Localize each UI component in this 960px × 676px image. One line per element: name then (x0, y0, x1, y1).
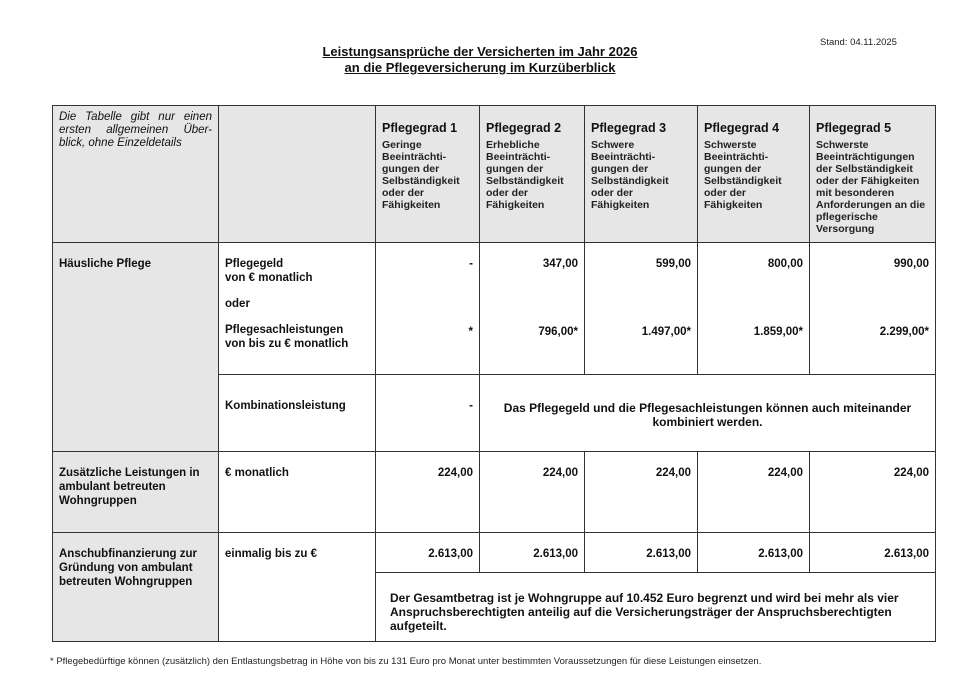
grade-title: Pflegegrad 5 (816, 121, 892, 135)
row-label: Häusliche Pflege (53, 243, 219, 452)
table-row-anschub (53, 533, 936, 573)
grade-title: Pflegegrad 4 (704, 121, 780, 135)
anschub-value: 2.613,00 (810, 533, 936, 573)
sachleistungen-unit: von bis zu € monatlich (225, 338, 349, 350)
anschub-value: 2.613,00 (376, 533, 480, 573)
table-row-haeusliche-pflege (53, 243, 936, 375)
sachleistung-value: 796,00* (538, 326, 578, 338)
grade-title: Pflegegrad 1 (382, 121, 458, 135)
wohngruppen-value: 224,00 (480, 452, 585, 533)
sachleistung-value: 2.299,00* (879, 326, 929, 338)
grade-title: Pflegegrad 3 (591, 121, 667, 135)
page-title (0, 44, 960, 76)
footnote: * Pflegebedürftige können (zusätzlich) den Entlastungsbetrag in Höhe von bis zu 131 Euro pro Monat unter bestimmten Voraussetzungen für diese Leistungen einsetzen. (50, 656, 762, 667)
pflegegeld-sach-label (219, 243, 376, 375)
table-intro-note: Die Tabelle gibt nur einen ersten allgemeinen Über-blick, ohne Einzeldetails (53, 106, 219, 243)
grade-description: Erhebliche Beeinträchti-gungen der Selbständigkeit oder der Fähigkeiten (486, 139, 564, 211)
wohngruppen-value: 224,00 (585, 452, 698, 533)
anschub-value: 2.613,00 (480, 533, 585, 573)
grade-description: Schwere Beeinträchti-gungen der Selbständigkeit oder der Fähigkeiten (591, 139, 669, 211)
benefits-table (52, 105, 936, 642)
grade-title: Pflegegrad 2 (486, 121, 562, 135)
grade-header-2 (480, 106, 585, 243)
sachleistung-value: * (468, 326, 473, 338)
grade-4-values (698, 243, 810, 375)
sachleistung-value: 1.859,00* (753, 326, 803, 338)
wohngruppen-value: 224,00 (698, 452, 810, 533)
wohngruppen-value: 224,00 (810, 452, 936, 533)
header-empty-cell (219, 106, 376, 243)
grade-header-4 (698, 106, 810, 243)
anschub-note: Der Gesamtbetrag ist je Wohngruppe auf 10.452 Euro begrenzt und wird bei mehr als vier Anspruchsberechtigten anteilig auf die Versicherungsträger der Anspruchsberechtigten aufgeteilt. (376, 573, 936, 642)
pflegegeld-value: 599,00 (655, 258, 691, 270)
row-label: Anschubfinanzierung zur Gründung von ambulant betreuten Wohngruppen (53, 533, 219, 642)
pflegegeld-label: Pflegegeld (225, 258, 284, 270)
grade-3-values (585, 243, 698, 375)
sachleistungen-label: Pflegesachleistungen (225, 324, 344, 336)
anschub-value: 2.613,00 (585, 533, 698, 573)
grade-description: Schwerste Beeinträchtigungen der Selbständigkeit oder der Fähigkeiten mit besonderen Anforderungen an die pflegerische Versorgung (816, 139, 926, 235)
pflegegeld-value: 347,00 (542, 258, 578, 270)
kombination-grade-1: - (376, 375, 480, 452)
title-line-2: an die Pflegeversicherung im Kurzüberblick (344, 60, 616, 75)
grade-5-values (810, 243, 936, 375)
grade-2-values (480, 243, 585, 375)
grade-description: Geringe Beeinträchti-gungen der Selbständigkeit oder der Fähigkeiten (382, 139, 460, 211)
pflegegeld-unit: von € monatlich (225, 272, 313, 284)
title-line-1: Leistungsansprüche der Versicherten im Jahr 2026 (322, 44, 638, 59)
header-row (53, 106, 936, 243)
grade-1-values (376, 243, 480, 375)
pflegegeld-value: 990,00 (893, 258, 929, 270)
oder-label: oder (225, 298, 250, 310)
row-label: Zusätzliche Leistungen in ambulant betreuten Wohngruppen (53, 452, 219, 533)
stand-date: Stand: 04.11.2025 (820, 37, 897, 48)
kombination-note: Das Pflegegeld und die Pflegesachleistungen können auch miteinander kombiniert werden. (480, 375, 936, 452)
sachleistung-value: 1.497,00* (641, 326, 691, 338)
anschub-value: 2.613,00 (698, 533, 810, 573)
kombination-label: Kombinationsleistung (219, 375, 376, 452)
pflegegeld-value: 800,00 (767, 258, 803, 270)
grade-description: Schwerste Beeinträchti-gungen der Selbständigkeit oder der Fähigkeiten (704, 139, 782, 211)
table-row-wohngruppen (53, 452, 936, 533)
grade-header-5 (810, 106, 936, 243)
grade-header-3 (585, 106, 698, 243)
grade-header-1 (376, 106, 480, 243)
wohngruppen-value: 224,00 (376, 452, 480, 533)
row-unit: € monatlich (219, 452, 376, 533)
row-unit: einmalig bis zu € (219, 533, 376, 642)
pflegegeld-value: - (469, 258, 473, 270)
